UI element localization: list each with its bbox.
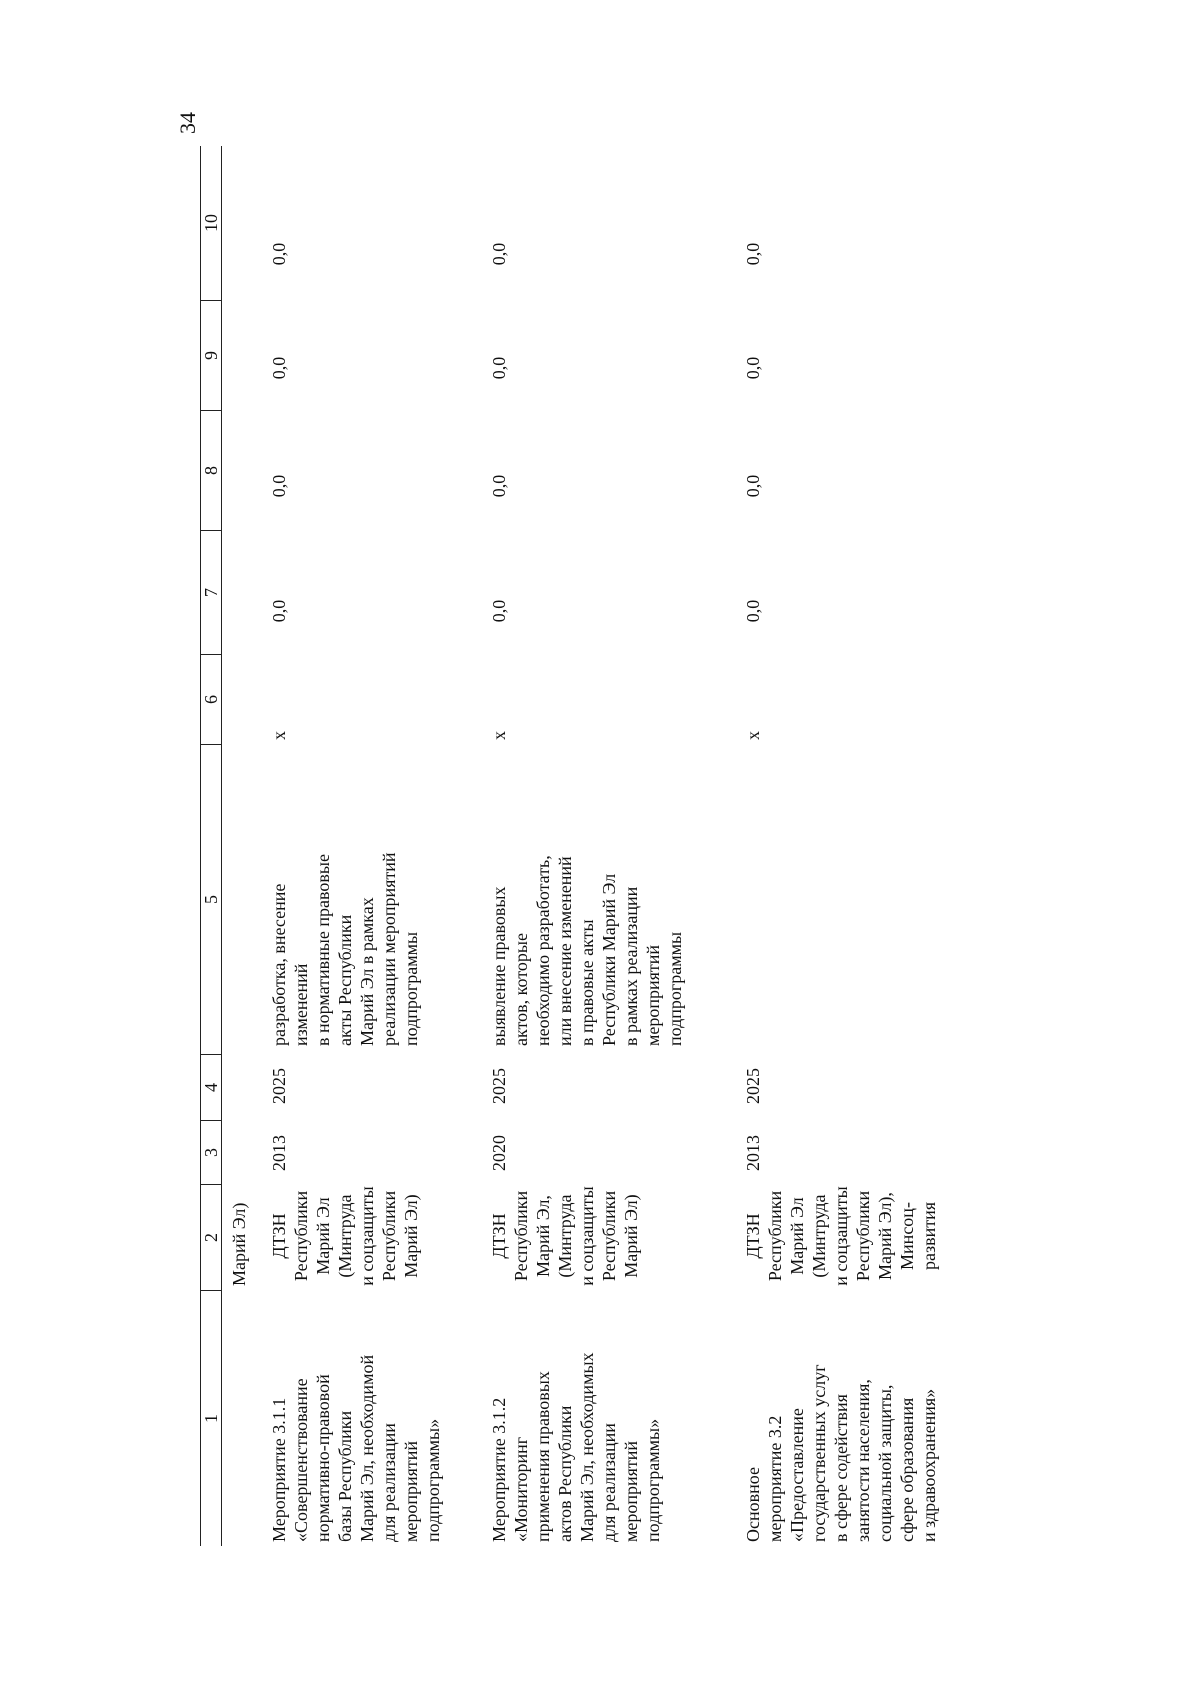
start-year: 2013 [269, 1135, 289, 1171]
expected-result [488, 746, 686, 1046]
text-line: «Совершенствование [291, 1378, 311, 1542]
measure-name [488, 1292, 664, 1542]
text-line: Марий Эл в рамках [357, 897, 377, 1046]
column-header-7: 7 [201, 530, 221, 654]
column-header-4: 4 [201, 1054, 221, 1120]
column-header-2: 2 [201, 1184, 221, 1290]
executor [268, 1186, 422, 1286]
text-line: Республики [379, 1190, 399, 1282]
text-line: и соцзащиты [357, 1186, 377, 1286]
column-10-value: 0,0 [269, 242, 289, 266]
text-line: мероприятий [643, 944, 663, 1046]
text-line: Марий Эл, [533, 1195, 553, 1277]
text-line: или внесение изменений [555, 856, 575, 1046]
text-line: (Минтруда [809, 1194, 829, 1278]
text-line: Республики Марий Эл [599, 873, 619, 1046]
text-line: Марий Эл [313, 1197, 333, 1275]
column-10-value: 0,0 [489, 242, 509, 266]
text-line: Марий Эл, необходимой [357, 1354, 377, 1542]
text-line: (Минтруда [335, 1194, 355, 1278]
column-header-6: 6 [201, 654, 221, 744]
text-line: Основное [743, 1467, 763, 1542]
text-line: актов Республики [555, 1405, 575, 1542]
text-line: Республики [765, 1190, 785, 1282]
text-line: мероприятий [621, 1440, 641, 1542]
text-line: Мероприятие 3.1.2 [489, 1397, 509, 1542]
text-line: Мероприятие 3.1.1 [269, 1397, 289, 1542]
column-8-value: 0,0 [269, 474, 289, 498]
text-line: сфере образования [897, 1397, 917, 1542]
text-line: занятости населения, [853, 1379, 873, 1542]
carryover-text: Марий Эл) [229, 1202, 249, 1286]
text-line: выявление правовых [489, 886, 509, 1046]
text-line: «Мониторинг [511, 1436, 531, 1542]
text-line: в рамках реализации [621, 886, 641, 1046]
text-line: (Минтруда [555, 1194, 575, 1278]
column-10-value: 0,0 [743, 242, 763, 266]
text-line: изменений [291, 963, 311, 1046]
text-line: Марий Эл) [401, 1194, 421, 1278]
executor [488, 1186, 642, 1286]
text-line: и здравоохранения» [919, 1388, 939, 1542]
text-line: акты Республики [335, 914, 355, 1046]
column-header-9: 9 [201, 300, 221, 410]
text-line: подпрограммы [665, 931, 685, 1046]
text-line: Республики [291, 1190, 311, 1282]
text-line: для реализации [379, 1423, 399, 1542]
text-line: для реализации [599, 1423, 619, 1542]
column-6-value: x [489, 731, 509, 740]
text-line: ДТЗН [269, 1213, 289, 1259]
text-line: разработка, внесение [269, 883, 289, 1046]
column-header-3: 3 [201, 1120, 221, 1184]
column-header-1: 1 [201, 1290, 221, 1546]
text-line: подпрограммы [401, 931, 421, 1046]
table-header-row [200, 146, 222, 1546]
text-line: Минсоц- [897, 1202, 917, 1270]
text-line: нормативно-правовой [313, 1374, 333, 1542]
text-line: реализации мероприятий [379, 852, 399, 1046]
column-header-10: 10 [201, 214, 221, 232]
text-line: «Предоставление [787, 1408, 807, 1542]
text-line: Марий Эл, необходимых [577, 1352, 597, 1542]
text-line: подпрограммы» [423, 1418, 443, 1542]
text-line: Республики [853, 1190, 873, 1282]
column-7-value: 0,0 [743, 599, 763, 623]
text-line: Республики [599, 1190, 619, 1282]
text-line: Марий Эл), [875, 1192, 895, 1280]
measure-name [268, 1292, 444, 1542]
text-line: актов, которые [511, 933, 531, 1046]
text-line: мероприятие 3.2 [765, 1415, 785, 1542]
text-line: развития [919, 1202, 939, 1271]
text-line: в правовые акты [577, 919, 597, 1046]
text-line: и соцзащиты [831, 1186, 851, 1286]
column-header-5: 5 [201, 744, 221, 1054]
text-line: социальной защиты, [875, 1384, 895, 1542]
text-line: в сфере содействия [831, 1394, 851, 1542]
column-9-value: 0,0 [269, 356, 289, 380]
text-line: ДТЗН [743, 1213, 763, 1259]
text-line: применения правовых [533, 1371, 553, 1542]
end-year: 2025 [269, 1068, 289, 1104]
text-line: базы Республики [335, 1410, 355, 1542]
executor [742, 1186, 940, 1286]
start-year: 2020 [489, 1135, 509, 1171]
end-year: 2025 [489, 1068, 509, 1104]
text-line: Марий Эл [787, 1197, 807, 1275]
text-line: мероприятий [401, 1440, 421, 1542]
column-8-value: 0,0 [743, 474, 763, 498]
expected-result [268, 746, 422, 1046]
column-9-value: 0,0 [489, 356, 509, 380]
text-line: в нормативные правовые [313, 854, 333, 1046]
text-line: Марий Эл) [621, 1194, 641, 1278]
column-7-value: 0,0 [489, 599, 509, 623]
table [200, 146, 1000, 1546]
column-9-value: 0,0 [743, 356, 763, 380]
text-line: и соцзащиты [577, 1186, 597, 1286]
text-line: подпрограммы» [643, 1418, 663, 1542]
column-8-value: 0,0 [489, 474, 509, 498]
text-line: государственных услуг [809, 1364, 829, 1542]
start-year: 2013 [743, 1135, 763, 1171]
text-line: необходимо разработать, [533, 855, 553, 1046]
measure-name [742, 1292, 940, 1542]
column-7-value: 0,0 [269, 599, 289, 623]
page-number: 34 [175, 112, 200, 134]
text-line: Республики [511, 1190, 531, 1282]
end-year: 2025 [743, 1068, 763, 1104]
text-line: ДТЗН [489, 1213, 509, 1259]
column-header-8: 8 [201, 410, 221, 530]
column-6-value: x [269, 731, 289, 740]
column-6-value: x [743, 731, 763, 740]
